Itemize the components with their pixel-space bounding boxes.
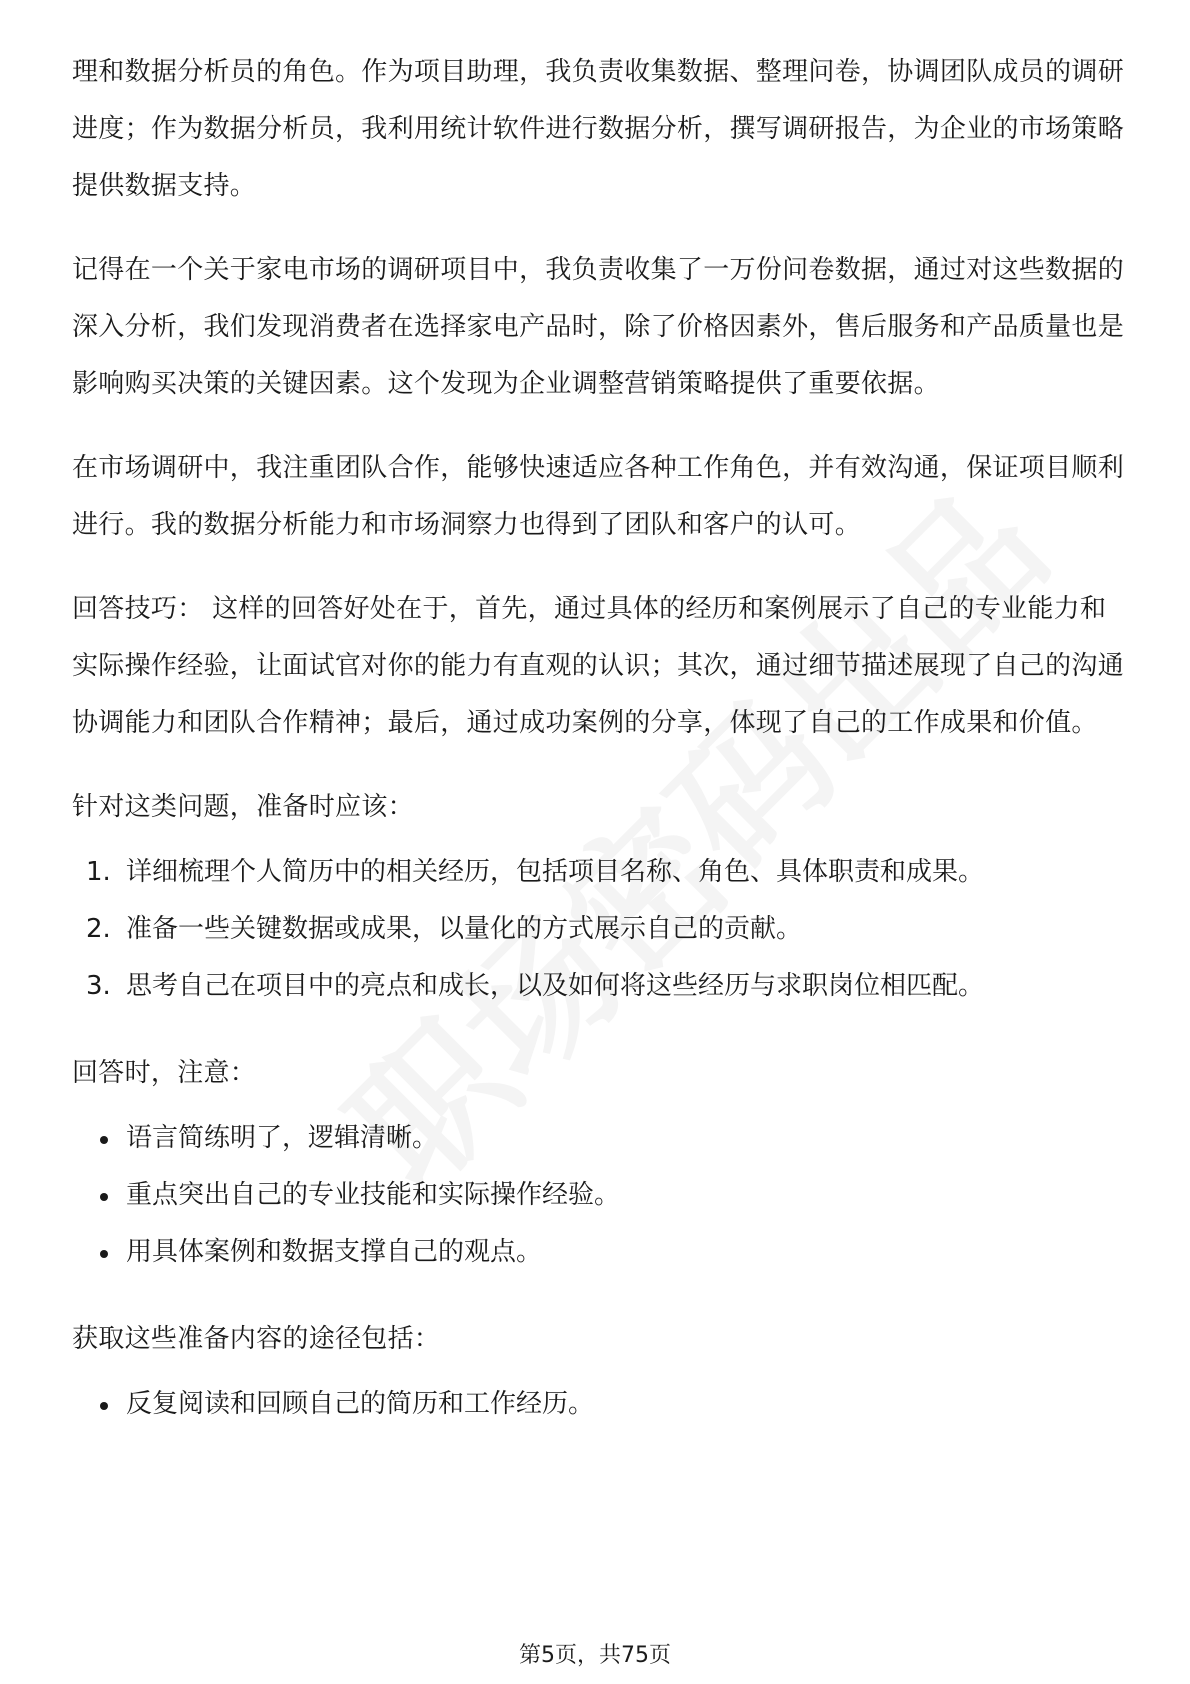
- list-number: 1.: [86, 857, 111, 887]
- list-item: [72, 844, 1132, 901]
- paragraph-case: 记得在一个关于家电市场的调研项目中，我负责收集了一万份问卷数据，通过对这些数据的深入分析，我们发现消费者在选择家电产品时，除了价格因素外，售后服务和产品质量也是影响购买决策的关键因素。这个发现为企业调整营销策略提供了重要依据。: [72, 255, 1125, 399]
- page-footer: 第5页，共75页: [519, 1643, 671, 1668]
- list-item: [72, 1224, 1132, 1281]
- list-item-text: 思考自己在项目中的亮点和成长，以及如何将这些经历与求职岗位相匹配。: [126, 971, 985, 1001]
- bullet-icon: [100, 1193, 108, 1201]
- source-heading: 获取这些准备内容的途径包括：: [72, 1324, 441, 1354]
- bullet-icon: [100, 1250, 108, 1258]
- list-item: [72, 1110, 1132, 1167]
- paragraph-tips: 回答技巧： 这样的回答好处在于，首先，通过具体的经历和案例展示了自己的专业能力和实际操作经验，让面试官对你的能力有直观的认识；其次，通过细节描述展现了自己的沟通协调能力和团队合作精神；最后，通过成功案例的分享，体现了自己的工作成果和价值。: [72, 594, 1125, 738]
- list-item-text: 反复阅读和回顾自己的简历和工作经历。: [126, 1389, 595, 1419]
- paragraph-roles: 理和数据分析员的角色。作为项目助理，我负责收集数据、整理问卷，协调团队成员的调研进度；作为数据分析员，我利用统计软件进行数据分析，撰写调研报告，为企业的市场策略提供数据支持。: [72, 57, 1125, 201]
- bullet-icon: [100, 1402, 108, 1410]
- list-item: [72, 958, 1132, 1015]
- list-item-text: 用具体案例和数据支撑自己的观点。: [126, 1237, 543, 1267]
- answer-heading: 回答时，注意：: [72, 1058, 257, 1088]
- list-item-text: 详细梳理个人简历中的相关经历，包括项目名称、角色、具体职责和成果。: [126, 857, 985, 887]
- answer-list: [72, 1110, 1132, 1281]
- list-item: [72, 1376, 1132, 1433]
- list-item-text: 语言简练明了，逻辑清晰。: [126, 1123, 439, 1153]
- list-item-text: 重点突出自己的专业技能和实际操作经验。: [126, 1180, 621, 1210]
- list-item: [72, 901, 1132, 958]
- page-content: [72, 44, 1132, 1463]
- paragraph-teamwork: 在市场调研中，我注重团队合作，能够快速适应各种工作角色，并有效沟通，保证项目顺利进行。我的数据分析能力和市场洞察力也得到了团队和客户的认可。: [72, 453, 1125, 540]
- prep-list: [72, 844, 1132, 1015]
- prep-heading: 针对这类问题，准备时应该：: [72, 792, 414, 822]
- bullet-icon: [100, 1136, 108, 1144]
- list-number: 2.: [86, 914, 111, 944]
- list-item: [72, 1167, 1132, 1224]
- list-item-text: 准备一些关键数据或成果，以量化的方式展示自己的贡献。: [126, 914, 803, 944]
- source-list: [72, 1376, 1132, 1433]
- list-number: 3.: [86, 971, 111, 1001]
